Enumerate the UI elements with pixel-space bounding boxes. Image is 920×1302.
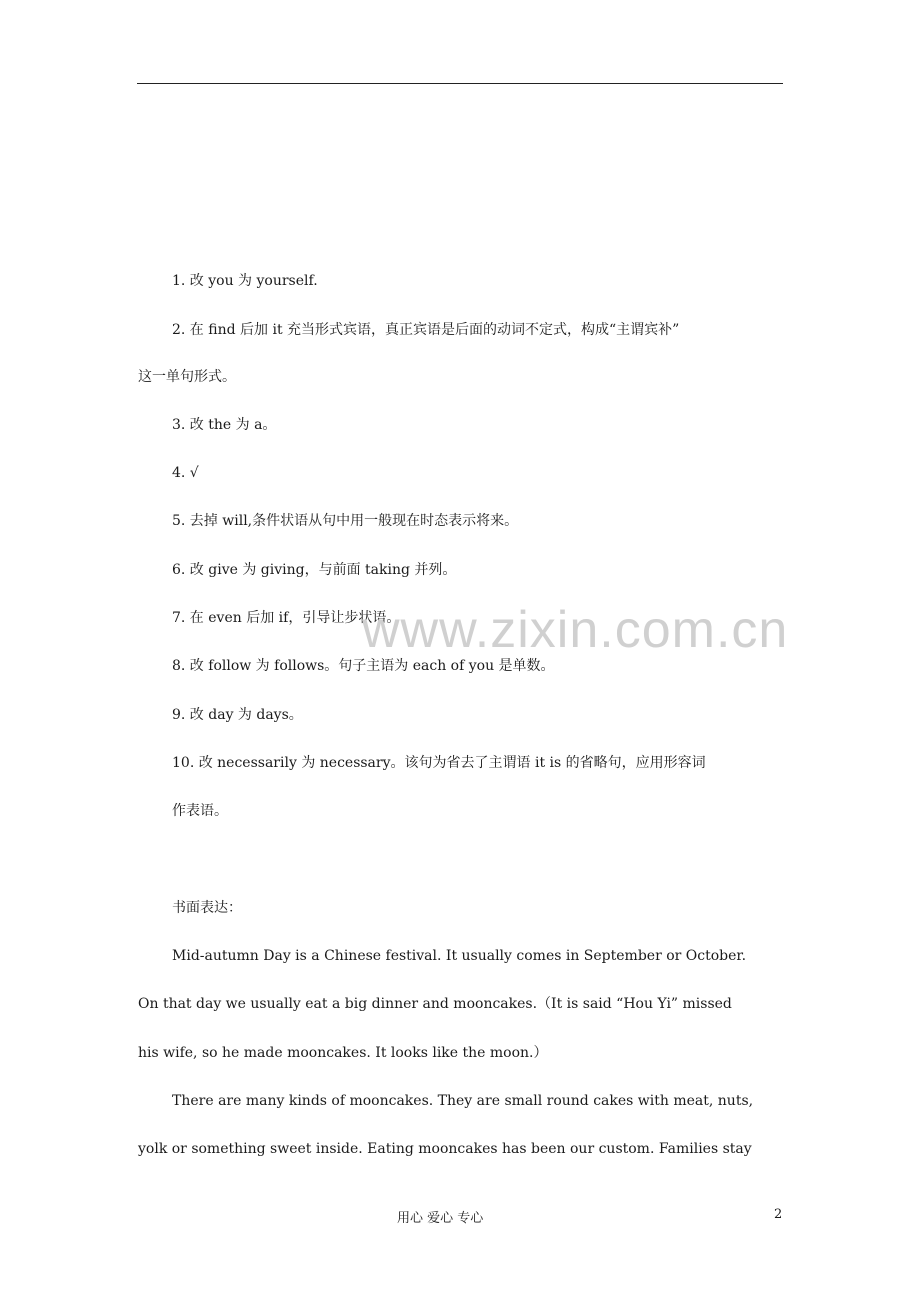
answer-4: 4. √	[172, 465, 199, 481]
answer-7: 7. 在 even 后加 if，引导让步状语。	[172, 610, 401, 626]
writing-heading: 书面表达：	[172, 900, 242, 916]
watermark: www.zixin.com.cn	[362, 601, 789, 659]
header-rule	[137, 83, 783, 84]
answer-10: 10. 改 necessarily 为 necessary。该句为省去了主谓语 it is 的省略句，应用形容词	[172, 755, 706, 771]
writing-line: There are many kinds of mooncakes. They are small round cakes with meat, nuts,	[172, 1093, 754, 1109]
answer-2-continued: 这一单句形式。	[138, 369, 236, 385]
answer-3: 3. 改 the 为 a。	[172, 417, 277, 433]
answer-8: 8. 改 follow 为 follows。句子主语为 each of you 是单数。	[172, 658, 555, 674]
answer-5: 5. 去掉 will,条件状语从句中用一般现在时态表示将来。	[172, 513, 519, 529]
answer-6: 6. 改 give 为 giving，与前面 taking 并列。	[172, 562, 457, 578]
answer-10-continued: 作表语。	[172, 803, 228, 819]
answer-1: 1. 改 you 为 yourself.	[172, 273, 318, 289]
page-number: 2	[774, 1207, 783, 1222]
answer-9: 9. 改 day 为 days。	[172, 707, 303, 723]
writing-line: On that day we usually eat a big dinner and mooncakes.（It is said “Hou Yi” missed	[138, 996, 732, 1012]
footer-motto: 用心 爱心 专心	[397, 1211, 484, 1226]
writing-line: yolk or something sweet inside. Eating mooncakes has been our custom. Families stay	[138, 1141, 752, 1157]
writing-line: his wife, so he made mooncakes. It looks like the moon.）	[138, 1045, 548, 1061]
answer-2: 2. 在 find 后加 it 充当形式宾语，真正宾语是后面的动词不定式，构成“主谓宾补”	[172, 322, 680, 338]
writing-line: Mid-autumn Day is a Chinese festival. It usually comes in September or October.	[172, 948, 747, 964]
